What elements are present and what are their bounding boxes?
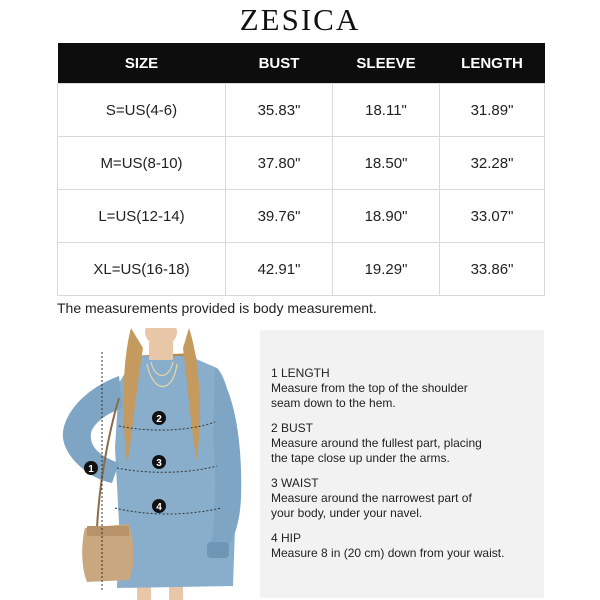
bust-cell: 42.91": [226, 243, 333, 296]
hip-desc-line: Measure 8 in (20 cm) down from your waist.: [271, 546, 505, 560]
length-guide: [271, 366, 468, 411]
measurement-note: The measurements provided is body measurement.: [57, 300, 377, 316]
waist-guide: [271, 476, 472, 521]
length-cell: 33.07": [440, 190, 545, 243]
svg-text:1: 1: [88, 464, 94, 475]
bust-cell: 37.80": [226, 137, 333, 190]
bust-cell: 35.83": [226, 84, 333, 137]
brand-logo: ZESICA: [239, 2, 361, 37]
length-cell: 33.86": [440, 243, 545, 296]
table-row: [58, 137, 545, 190]
sleeve-cell: 18.90": [333, 190, 440, 243]
sleeve-cell: 19.29": [333, 243, 440, 296]
length-desc-line: Measure from the top of the shoulder: [271, 381, 468, 395]
bust-guide: [271, 421, 482, 466]
header-bust: BUST: [226, 43, 333, 84]
hip-title: 4 HIP: [271, 531, 302, 545]
length-cell: 31.89": [440, 84, 545, 137]
sleeve-cell: 18.11": [333, 84, 440, 137]
header-sleeve: SLEEVE: [333, 43, 440, 84]
svg-text:4: 4: [156, 502, 162, 513]
table-header-row: [58, 43, 545, 84]
bust-cell: 39.76": [226, 190, 333, 243]
model-photo: [57, 328, 247, 600]
size-cell: XL=US(16-18): [58, 243, 226, 296]
marker-3: [152, 455, 166, 469]
length-desc-line: seam down to the hem.: [271, 396, 396, 410]
model-illustration: [57, 328, 247, 600]
waist-desc-line: your body, under your navel.: [271, 506, 423, 520]
sleeve-cell: 18.50": [333, 137, 440, 190]
bust-title: 2 BUST: [271, 421, 314, 435]
hip-guide: [271, 531, 504, 561]
bust-desc-line: Measure around the fullest part, placing: [271, 436, 482, 450]
marker-4: [152, 499, 166, 513]
bust-desc-line: the tape close up under the arms.: [271, 451, 450, 465]
size-cell: L=US(12-14): [58, 190, 226, 243]
header-length: LENGTH: [440, 43, 545, 84]
svg-text:2: 2: [156, 414, 162, 425]
length-cell: 32.28": [440, 137, 545, 190]
waist-title: 3 WAIST: [271, 476, 319, 490]
svg-text:3: 3: [156, 458, 162, 469]
marker-1: [84, 461, 98, 475]
size-cell: M=US(8-10): [58, 137, 226, 190]
table-row: [58, 243, 545, 296]
table-row: [58, 84, 545, 137]
length-title: 1 LENGTH: [271, 366, 330, 380]
size-cell: S=US(4-6): [58, 84, 226, 137]
waist-desc-line: Measure around the narrowest part of: [271, 491, 472, 505]
marker-2: [152, 411, 166, 425]
header-size: SIZE: [58, 43, 226, 84]
table-row: [58, 190, 545, 243]
size-chart-table: [57, 43, 545, 296]
